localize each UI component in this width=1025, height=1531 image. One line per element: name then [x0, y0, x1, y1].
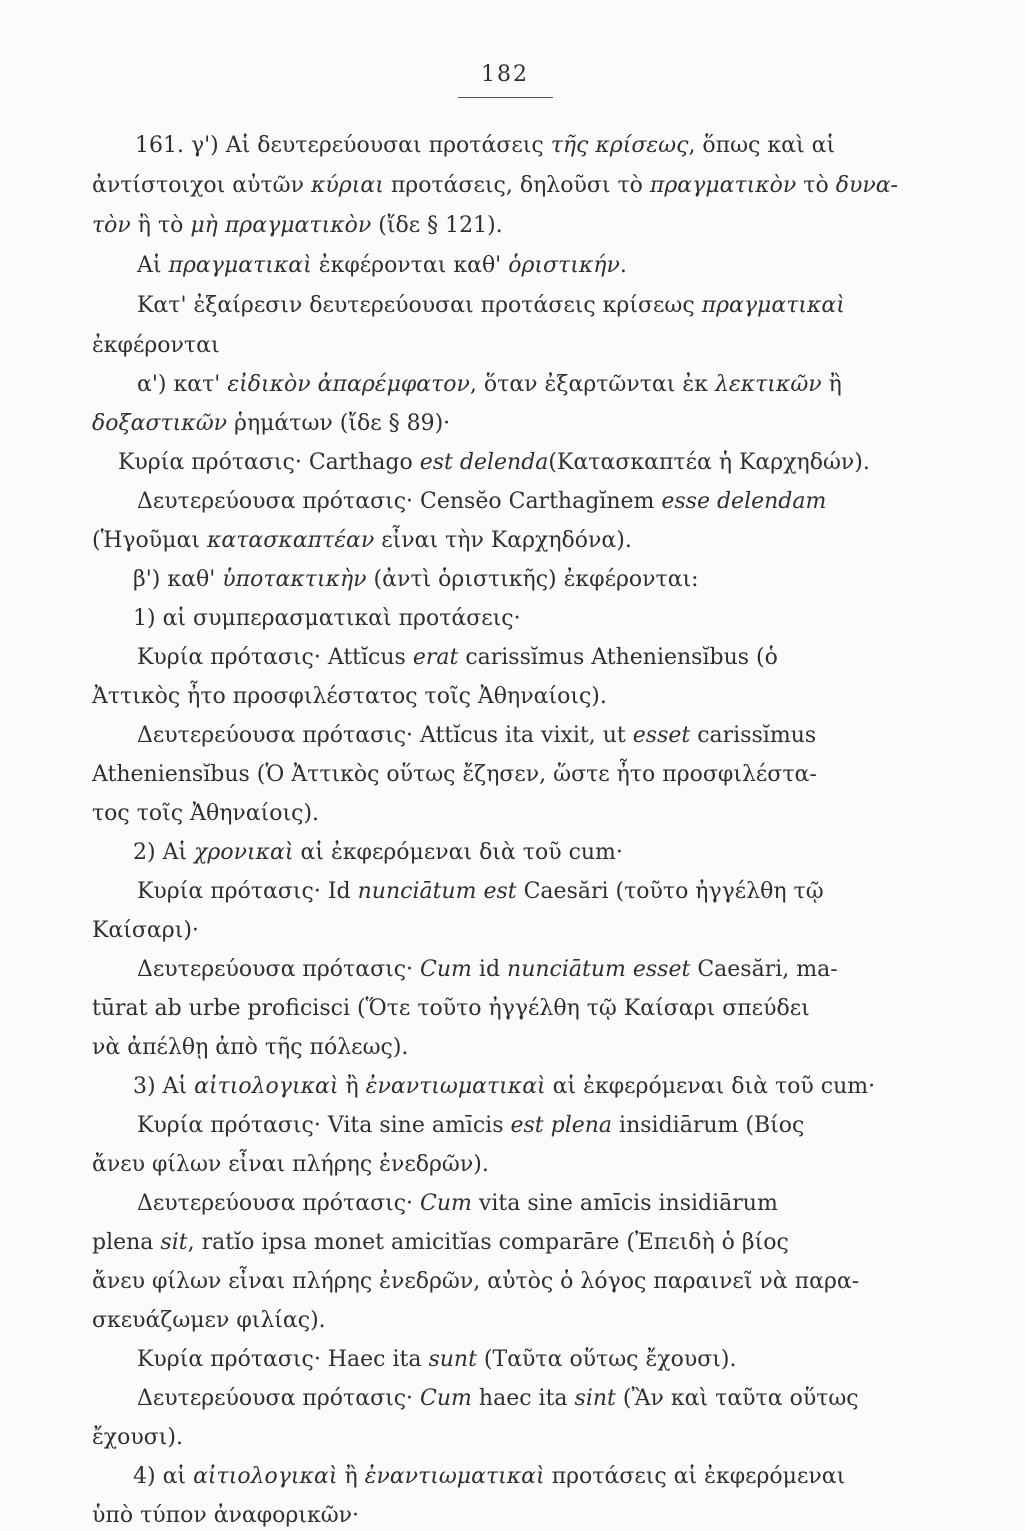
text-segment: Δευτερεύουσα πρότασις· Censĕo Carthagĭnem	[137, 489, 662, 514]
text-segment: Caesări, ma-	[690, 957, 838, 982]
italic-segment: sint	[574, 1386, 616, 1411]
italic-segment: nunciātum esset	[507, 957, 691, 982]
text-segment: α') κατ'	[137, 372, 228, 397]
text-line-20	[137, 877, 824, 907]
text-line-33	[137, 1384, 859, 1414]
text-segment: ἐκφέρονται καθ'	[311, 253, 509, 278]
text-line-1	[135, 131, 835, 161]
text-line-36	[92, 1501, 359, 1531]
text-segment: Κυρία πρότασις· Haec ita	[137, 1347, 429, 1372]
text-line-25	[133, 1072, 875, 1102]
italic-segment: nunciātum est	[357, 879, 517, 904]
text-segment: Καίσαρι)·	[92, 918, 199, 943]
text-segment: β') καθ'	[133, 567, 223, 592]
text-segment: Δευτερεύουσα πρότασις·	[137, 957, 421, 982]
italic-segment: εἰδικὸν ἀπαρέμφατον	[227, 372, 470, 397]
text-segment: ἄνευ φίλων εἶναι πλήρης ἐνεδρῶν, αὐτὸς ὁ λόγος παραινεῖ νὰ παρα-	[92, 1269, 860, 1294]
text-segment: (Ἂν καὶ ταῦτα οὕτως	[615, 1386, 859, 1411]
italic-segment: sit	[160, 1230, 188, 1255]
text-line-28	[137, 1189, 778, 1219]
italic-segment: μὴ πραγματικὸν	[190, 213, 372, 238]
text-segment: Δευτερεύουσα πρότασις· Attĭcus ita vixit, ut	[137, 723, 633, 748]
italic-segment: erat	[412, 645, 459, 670]
text-segment: ἢ	[338, 1074, 366, 1099]
italic-segment: πραγματικαὶ	[701, 293, 845, 318]
text-line-35	[133, 1462, 845, 1492]
text-line-11	[92, 526, 632, 556]
text-segment: 2) Αἱ	[133, 840, 195, 865]
text-segment: id	[471, 957, 508, 982]
text-line-22	[137, 955, 838, 985]
italic-segment: αἰτιολογικαὶ	[193, 1464, 338, 1489]
text-line-27	[92, 1150, 489, 1180]
text-segment: προτάσεις αἱ ἐκφερόμεναι	[544, 1464, 846, 1489]
text-segment: , ὅπως καὶ αἱ	[688, 133, 836, 158]
text-segment: ἢ	[821, 372, 842, 397]
text-segment: αἱ ἐκφερόμεναι διὰ τοῦ cum·	[545, 1074, 876, 1099]
text-segment: ὑπὸ τύπον ἀναφορικῶν·	[92, 1503, 360, 1528]
text-segment: 1) αἱ συμπερασματικαὶ προτάσεις·	[133, 606, 521, 631]
text-segment: ἢ	[337, 1464, 365, 1489]
page-number: 182	[481, 62, 529, 87]
text-line-23	[92, 994, 810, 1024]
text-segment: haec ita	[471, 1386, 575, 1411]
italic-segment: est delenda	[419, 450, 549, 475]
text-segment: (Ταῦτα οὕτως ἔχουσι).	[476, 1347, 737, 1372]
italic-segment: αἰτιολογικαὶ	[194, 1074, 339, 1099]
text-segment: ἔχουσι).	[92, 1425, 183, 1450]
italic-segment: ὁριστικήν	[508, 253, 620, 278]
text-line-13	[133, 604, 521, 634]
italic-segment: ὑποτακτικὴν	[222, 567, 367, 592]
text-line-19	[133, 838, 623, 868]
italic-segment: esse delendam	[661, 489, 827, 514]
text-segment: σκευάζωμεν φιλίας).	[92, 1308, 326, 1333]
text-segment: Atheniensĭbus (Ὁ Ἀττικὸς οὕτως ἔζησεν, ὥστε ἦτο προσφιλέστα-	[92, 762, 817, 787]
text-line-6	[92, 331, 220, 361]
italic-segment: Cum	[420, 957, 472, 982]
text-segment: (Ἡγοῦμαι	[92, 528, 207, 553]
text-segment: vita sine amīcis insidiārum	[471, 1191, 778, 1216]
text-line-16	[137, 721, 816, 751]
italic-segment: sunt	[428, 1347, 477, 1372]
text-segment: , ratĭo ipsa monet amicitĭas comparāre (Ἐπειδὴ ὁ βίος	[187, 1230, 789, 1255]
italic-segment: κύριαι	[311, 173, 384, 198]
text-segment: τος τοῖς Ἀθηναίοις).	[92, 801, 320, 826]
text-line-17	[92, 760, 817, 790]
text-line-32	[137, 1345, 736, 1375]
text-segment: Κυρία πρότασις· Attĭcus	[137, 645, 413, 670]
text-segment: εἶναι τὴν Καρχηδόνα).	[374, 528, 632, 553]
text-line-21	[92, 916, 199, 946]
text-segment: , ὅταν ἐξαρτῶνται ἐκ	[469, 372, 715, 397]
italic-segment: πραγματικὸν	[649, 173, 797, 198]
italic-segment: λεκτικῶν	[714, 372, 822, 397]
text-segment: (ἀντὶ ὁριστικῆς) ἐκφέρονται:	[366, 567, 699, 592]
text-segment: .	[619, 253, 627, 278]
italic-segment: ἐναντιωματικαὶ	[364, 1464, 545, 1489]
text-line-14	[137, 643, 778, 673]
text-segment: ἀντίστοιχοι αὐτῶν	[92, 173, 311, 198]
italic-segment: πραγματικαὶ	[168, 253, 312, 278]
page-number-rule	[458, 97, 553, 98]
text-line-18	[92, 799, 319, 829]
text-segment: Ἀττικὸς ἦτο προσφιλέστατος τοῖς Ἀθηναίοις).	[92, 684, 607, 709]
text-segment: Caesări (τοῦτο ἠγγέλθη τῷ	[516, 879, 824, 904]
text-line-26	[137, 1111, 804, 1141]
text-segment: 4) αἱ	[133, 1464, 194, 1489]
text-line-29	[92, 1228, 789, 1258]
text-segment: αἱ ἐκφερόμεναι διὰ τοῦ cum·	[293, 840, 623, 865]
text-segment: 3) Αἱ	[133, 1074, 195, 1099]
italic-segment: ἐναντιωματικαὶ	[365, 1074, 546, 1099]
italic-segment: κατασκαπτέαν	[206, 528, 375, 553]
text-segment: ῥημάτων (ἴδε § 89)·	[227, 411, 451, 436]
text-segment: προτάσεις, δηλοῦσι τὸ	[383, 173, 650, 198]
text-segment: Δευτερεύουσα πρότασις·	[137, 1191, 421, 1216]
italic-segment: δυνα-	[835, 173, 898, 198]
text-segment: (ἴδε § 121).	[371, 213, 503, 238]
text-segment: Κατ' ἐξαίρεσιν δευτερεύουσαι προτάσεις κρίσεως	[137, 293, 702, 318]
italic-segment: est plena	[510, 1113, 613, 1138]
text-segment: ἐκφέρονται	[92, 333, 220, 358]
text-line-9	[118, 448, 870, 478]
text-segment: Κυρία πρότασις· Vita sine amīcis	[137, 1113, 511, 1138]
text-line-2	[92, 171, 898, 201]
text-line-5	[137, 291, 845, 321]
text-line-10	[137, 487, 826, 517]
text-segment: νὰ ἀπέλθῃ ἀπὸ τῆς πόλεως).	[92, 1035, 409, 1060]
text-line-30	[92, 1267, 859, 1297]
text-line-8	[92, 409, 450, 439]
italic-segment: τῆς κρίσεως	[550, 133, 689, 158]
text-segment: ἢ τὸ	[130, 213, 191, 238]
text-segment: 161. γ') Αἱ δευτερεύουσαι προτάσεις	[135, 133, 551, 158]
italic-segment: esset	[632, 723, 691, 748]
text-line-4	[137, 251, 627, 281]
text-segment: τὸ	[796, 173, 836, 198]
italic-segment: δοξαστικῶν	[92, 411, 228, 436]
italic-segment: Cum	[420, 1191, 472, 1216]
text-segment: ἄνευ φίλων εἶναι πλήρης ἐνεδρῶν).	[92, 1152, 489, 1177]
text-segment: carissĭmus	[690, 723, 817, 748]
text-segment: insidiārum (Βίος	[612, 1113, 805, 1138]
text-segment: Δευτερεύουσα πρότασις·	[137, 1386, 421, 1411]
text-segment: plena	[92, 1230, 161, 1255]
text-line-3	[92, 211, 503, 241]
text-segment: Αἱ	[137, 253, 169, 278]
text-line-34	[92, 1423, 183, 1453]
text-line-12	[133, 565, 699, 595]
italic-segment: τὸν	[92, 213, 131, 238]
italic-segment: Cum	[420, 1386, 472, 1411]
italic-segment: χρονικαὶ	[194, 840, 294, 865]
text-line-15	[92, 682, 607, 712]
text-segment: (Κατασκαπτέα ἡ Καρχηδών).	[548, 450, 870, 475]
text-segment: carissĭmus Atheniensĭbus (ὁ	[458, 645, 778, 670]
text-line-31	[92, 1306, 326, 1336]
text-segment: tūrat ab urbe proficisci (Ὅτε τοῦτο ἠγγέλθη τῷ Καίσαρι σπεύδει	[92, 996, 810, 1021]
text-line-7	[137, 370, 842, 400]
text-segment: Κυρία πρότασις· Carthago	[118, 450, 420, 475]
text-line-24	[92, 1033, 408, 1063]
text-segment: Κυρία πρότασις· Id	[137, 879, 358, 904]
